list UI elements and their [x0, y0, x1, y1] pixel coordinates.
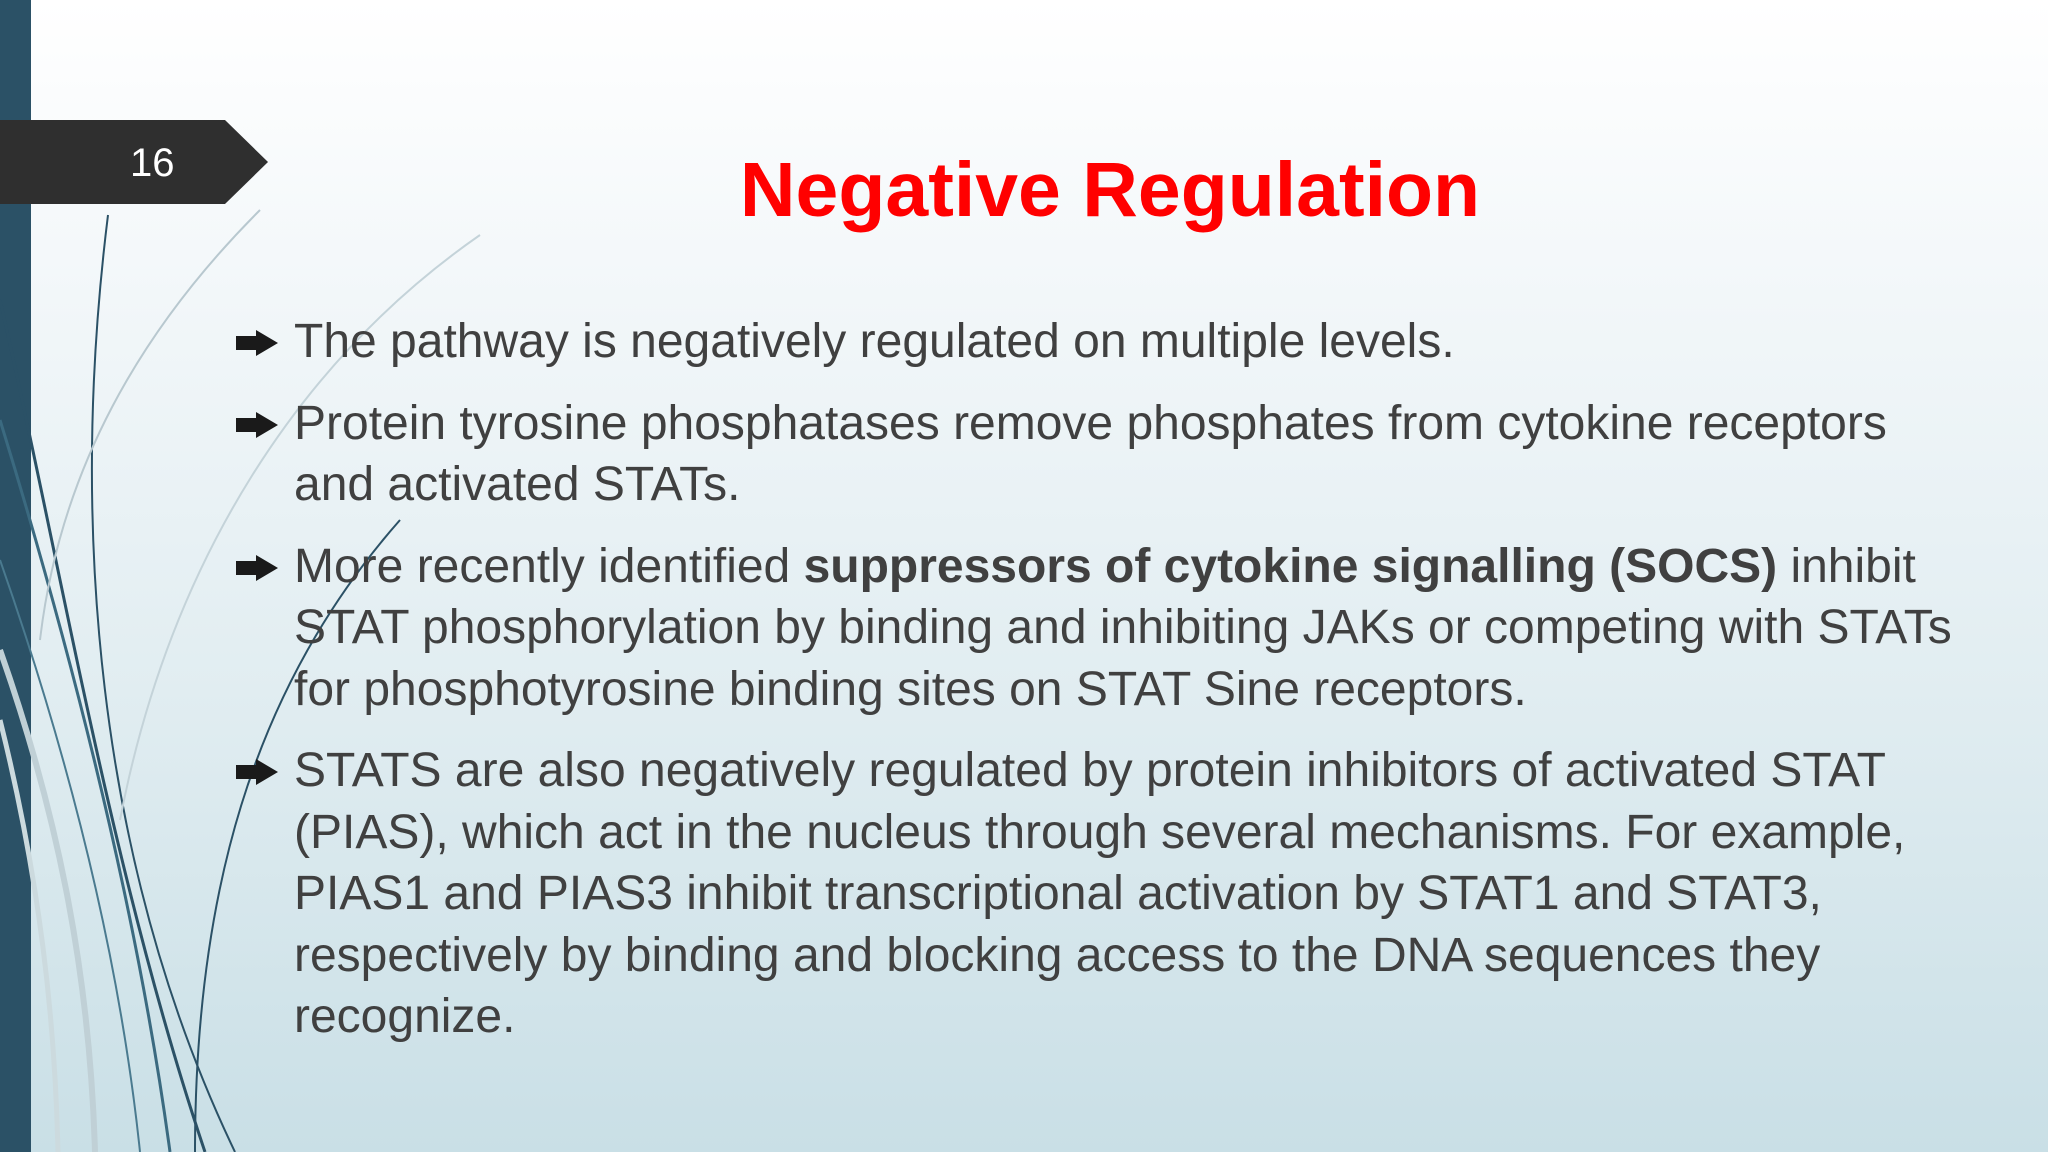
- bullet-item: [236, 536, 1976, 721]
- bullet-item: [236, 393, 1976, 516]
- bullet-item: [236, 311, 1976, 373]
- right-arrow-bullet-icon: [236, 555, 278, 581]
- slide-title: Negative Regulation: [739, 147, 1481, 233]
- bullet-text: Protein tyrosine phosphatases remove phosphates from cytokine receptors and activated STATs.: [294, 396, 1887, 511]
- bullet-list: [236, 311, 1976, 1068]
- bullet-text: STATS are also negatively regulated by protein inhibitors of activated STAT (PIAS), which act in the nucleus through several mechanisms. For example, PIAS1 and PIAS3 inhibit transcriptional activation by STAT1 and STAT3, respectively by binding and blocking access to the DNA sequences they recognize.: [294, 744, 1906, 1043]
- bullet-text-before: More recently identified: [294, 539, 804, 593]
- right-arrow-bullet-icon: [236, 759, 278, 785]
- slide-number: 16: [130, 141, 175, 185]
- bullet-text: The pathway is negatively regulated on multiple levels.: [294, 315, 1455, 368]
- bullet-text-bold-term: suppressors of cytokine signalling (SOCS): [803, 539, 1778, 593]
- right-arrow-bullet-icon: [236, 412, 278, 438]
- right-arrow-bullet-icon: [236, 330, 278, 356]
- bullet-item: [236, 740, 1976, 1048]
- bullet-text-after: inhibit STAT phosphorylation by binding and inhibiting JAKs or competing with STATs for phosphotyrosine binding sites on STAT Sine receptors.: [294, 539, 1952, 716]
